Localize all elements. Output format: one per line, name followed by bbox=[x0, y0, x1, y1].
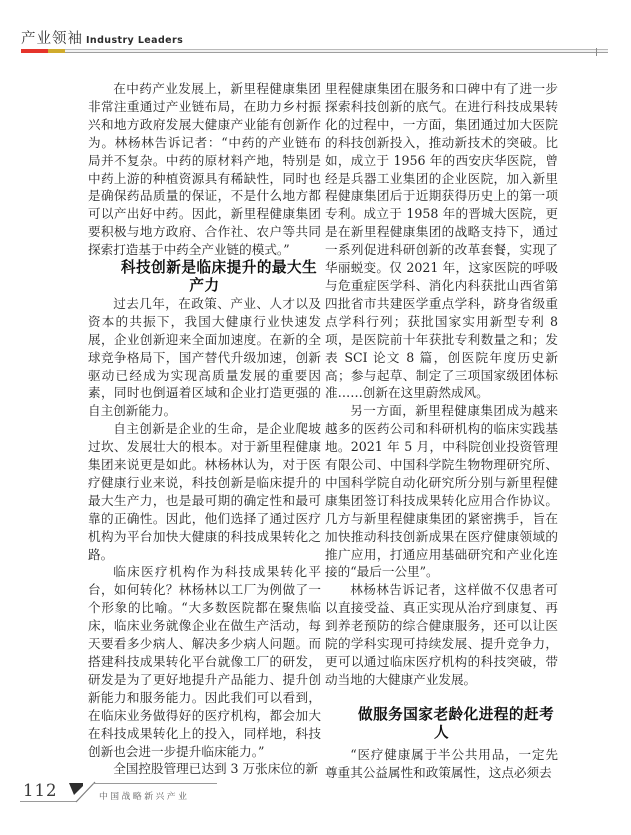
section-heading-aging-service: 做服务国家老龄化进程的赶考人 bbox=[357, 705, 555, 741]
article-paragraph: 临床医疗机构作为科技成果转化平台，如何转化？林杨林以工厂为例做了一个形象的比喻。“大多数医院都在聚焦临床，临床业务就像企业在做生产活动，每天要看多少病人、解决多少病人问题。而搭建科技成果转化平台就像工厂的研发，研发是为了更好地提升产品能力、提升创新能力和服务能力。因此我们可以看到，在临床业务做得好的医疗机构，都会加大在科技成果转化上的投入，同样地，科技创新也会进一步提升临床能力。” bbox=[88, 564, 321, 759]
section-title-cn: 产业领袖 bbox=[21, 31, 83, 47]
article-paragraph: 全国控股管理已达到 3 万张床位的新 bbox=[113, 761, 319, 777]
article-column-right bbox=[325, 80, 558, 781]
article-column-left bbox=[88, 80, 321, 778]
header-rule-tick bbox=[596, 48, 597, 56]
article-paragraph: 林杨林告诉记者，这样做不仅患者可以直接受益、真正实现从治疗到康复、再到养老预防的综合健康服务，还可以让医院的学科实现可持续发展、提升竞争力，更可以通过临床医疗机构的科技突破，带动当地的大健康产业发展。 bbox=[325, 582, 558, 687]
header-rule bbox=[21, 49, 608, 54]
journal-name: 中国战略新兴产业 bbox=[99, 792, 190, 802]
header-rule-gold-segment bbox=[48, 49, 65, 53]
header-rule-red-segment bbox=[21, 49, 48, 53]
header-rule-line bbox=[65, 49, 608, 53]
section-heading-tech-innovation: 科技创新是临床提升的最大生产力 bbox=[120, 259, 318, 294]
article-paragraph: “医疗健康属于半公共用品，一定先尊重其公益属性和政策属性，这点必须去 bbox=[325, 746, 558, 780]
page-number: 112 bbox=[23, 781, 58, 800]
article-paragraph: 里程健康集团在服务和口碑中有了进一步探索科技创新的底气。在进行科技成果转化的过程中，一方面，集团通过加大医院的科技创新投入，推动新技术的突破。比如，成立于 1956 年的西安庆华医院，曾经是兵器工业集团的企业医院，加入新里程健康集团后于近期获得历史上的第一项专利。成立于 1958 年的晋城大医院，更是在新里程健康集团的战略支持下，通过一系列促进科研创新的改革套餐，实现了华丽蜕变。仅 2021 年，这家医院的呼吸与危重症医学科、消化内科获批山西省第四批省市共建医学重点学科，跻身省级重点学科行列；获批国家实用新型专利 8 项，是医院前十年获批专利数量之和；发表 SCI 论文 8 篇，创医院年度历史新高；参与起草、制定了三项国家级团体标准……创新在这里蔚然成风。 bbox=[325, 81, 558, 401]
page-header bbox=[21, 27, 183, 48]
article-paragraph: 另一方面，新里程健康集团成为越来越多的医药公司和科研机构的临床实践基地。2021 年 5 月，中科院创业投资管理有限公司、中国科学院生物物理研究所、中国科学院自动化研究所分别与新里程健康集团签订科技成果转化应用合作协议。几方与新里程健康集团的紧密携手，旨在加快推动科技创新成果在医疗健康领域的推广应用，打通应用基础研究和产业化连接的“最后一公里”。 bbox=[325, 403, 558, 580]
footer-overline bbox=[93, 783, 217, 784]
section-title-en: Industry Leaders bbox=[86, 35, 184, 46]
article-paragraph: 在中药产业发展上，新里程健康集团非常注重通过产业链布局，在助力乡村振兴和地方政府发展大健康产业能有创新作为。林杨林告诉记者：“中药的产业链布局并不复杂。中药的原材料产地，特别是中药上游的种植资源具有稀缺性，同时也是确保药品质量的保证，不是什么地方都可以产出好中药。因此，新里程健康集团要积极与地方政府、合作社、农户等共同探索打造基于中药全产业链的模式。” bbox=[88, 81, 321, 258]
article-paragraph: 自主创新是企业的生命，是企业爬坡过坎、发展壮大的根本。对于新里程健康集团来说更是如此。林杨林认为，对于医疗健康行业来说，科技创新是临床提升的最大生产力，也是最可期的确定性和最可靠的正确性。因此，他们选择了通过医疗机构为平台加快大健康的科技成果转化之路。 bbox=[88, 421, 321, 562]
article-paragraph: 过去几年，在政策、产业、人才以及资本的共振下，我国大健康行业快速发展，企业创新迎来全面加速度。在新的全球竞争格局下，国产替代升级加速，创新驱动已经成为实现高质量发展的重要因素，同时也倒逼着区域和企业打造更强的自主创新能力。 bbox=[88, 295, 321, 419]
